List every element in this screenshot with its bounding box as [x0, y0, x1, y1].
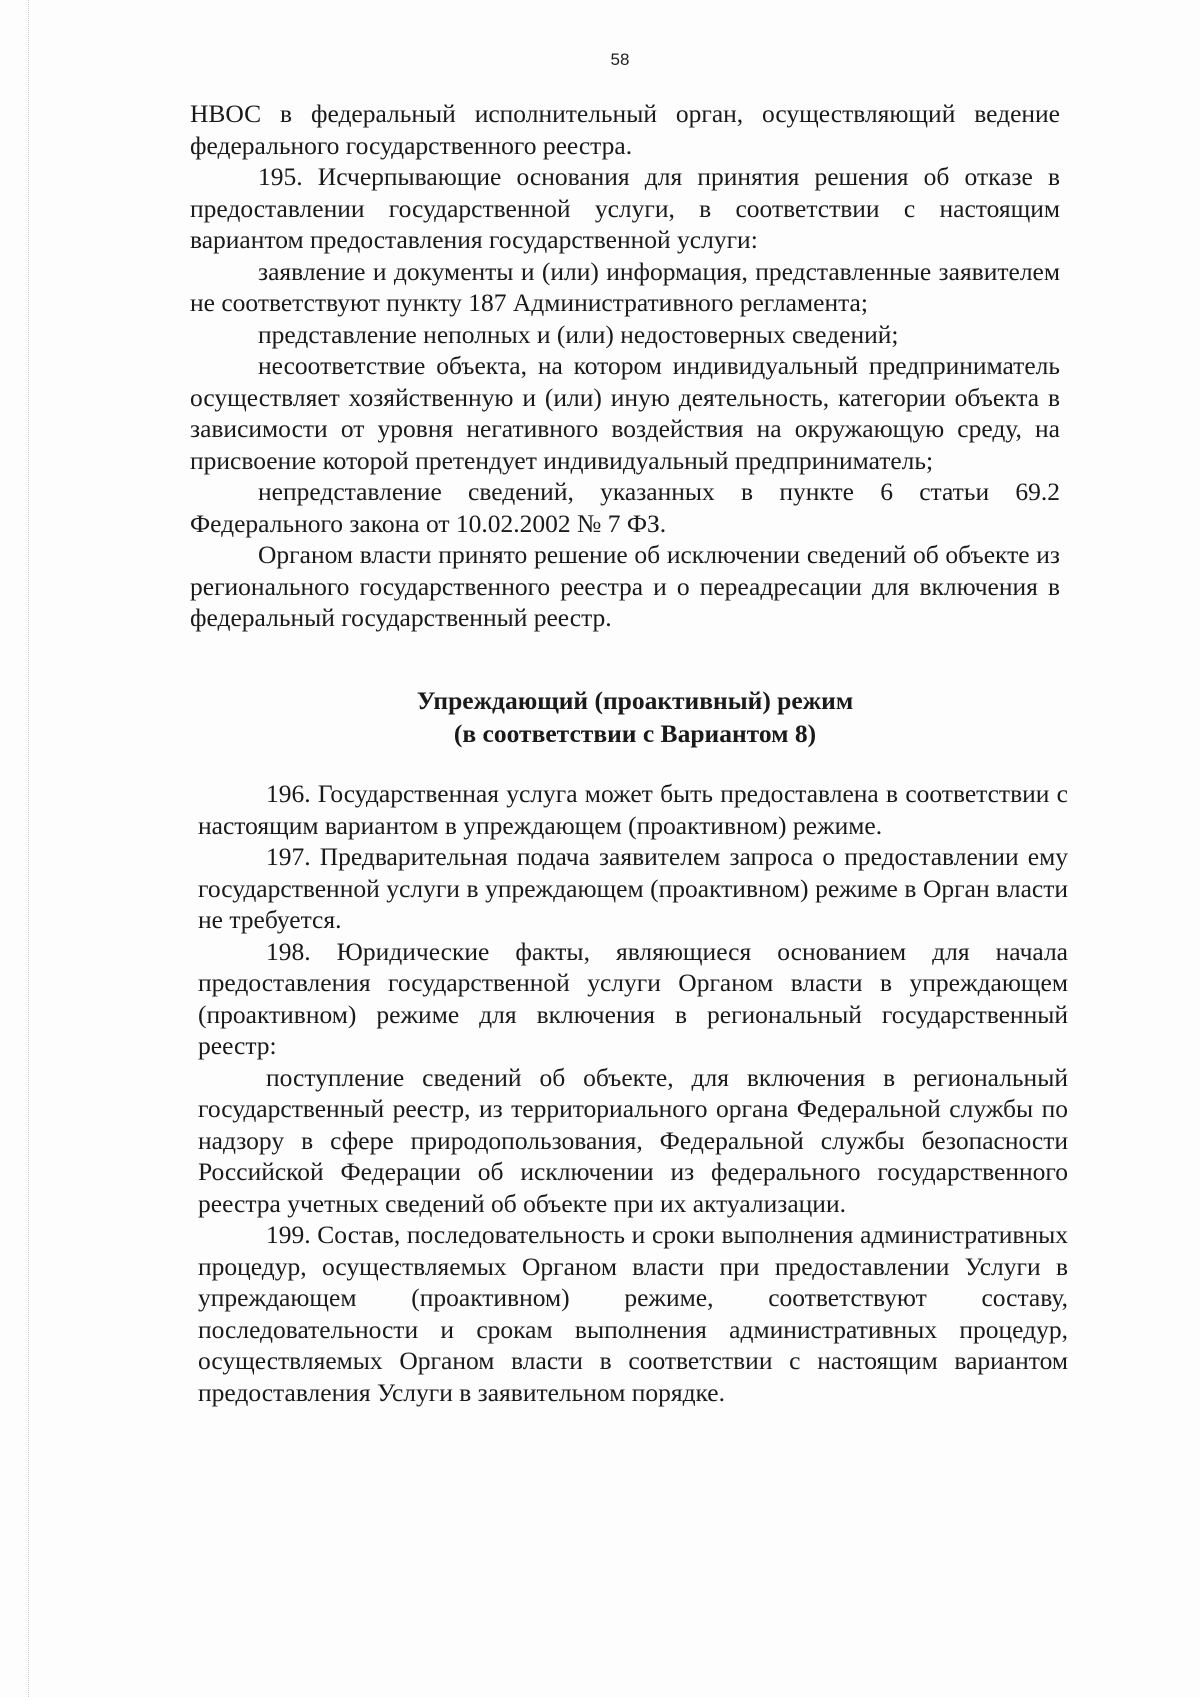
- paragraph: заявление и документы и (или) информация, представленные заявителем не соответствуют пункту 187 Административного регламента;: [190, 256, 1060, 317]
- heading-line-2: (в соответствии с Вариантом 8): [453, 719, 817, 748]
- paragraph-195: 195. Исчерпывающие основания для принятия решения об отказе в предоставлении государственной услуги, в соответствии с настоящим вариантом предоставления государственной услуги:: [190, 162, 1060, 254]
- page-number: 58: [610, 50, 630, 69]
- scan-edge-line: [28, 0, 30, 1697]
- paragraph: представление неполных и (или) недостоверных сведений;: [258, 319, 899, 349]
- paragraph-197: 197. Предварительная подача заявителем запроса о предоставлении ему государственной услуги в упреждающем (проактивном) режиме в Орган власти не требуется.: [198, 842, 1068, 934]
- paragraph: поступление сведений об объекте, для включения в региональный государственный реестр, из территориального органа Федеральной службы по надзору в сфере природопользования, Федеральной службы безопасности Российской Федерации об исключении из федерального государственного реестра учетных сведений об объекте при их актуализации.: [198, 1062, 1068, 1218]
- paragraph: НВОС в федеральный исполнительный орган, осуществляющий ведение федерального государственного реестра.: [190, 99, 1060, 160]
- paragraph: непредставление сведений, указанных в пункте 6 статьи 69.2 Федерального закона от 10.02.2002 № 7 ФЗ.: [190, 477, 1060, 538]
- text-block-bottom: [198, 778, 1068, 1408]
- paragraph-198: 198. Юридические факты, являющиеся основанием для начала предоставления государственной услуги Органом власти в упреждающем (проактивном) режиме для включения в региональный государственный реестр:: [198, 936, 1068, 1060]
- paragraph-199: 199. Состав, последовательность и сроки выполнения административных процедур, осуществляемых Органом власти при предоставлении Услуги в упреждающем (проактивном) режиме, соответствуют составу, последовательности и срокам выполнения административных процедур, осуществляемых Органом власти в соответствии с настоящим вариантом предоставления Услуги в заявительном порядке.: [198, 1220, 1068, 1407]
- paragraph: несоответствие объекта, на котором индивидуальный предприниматель осуществляет хозяйственную и (или) иную деятельность, категории объекта в зависимости от уровня негативного воздействия на окружающую среду, на присвоение которой претендует индивидуальный предприниматель;: [190, 351, 1060, 475]
- text-block-top: [190, 98, 1060, 634]
- paragraph-196: 196. Государственная услуга может быть предоставлена в соответствии с настоящим вариантом в упреждающем (проактивном) режиме.: [198, 779, 1068, 840]
- section-heading: [190, 684, 1080, 750]
- heading-line-1: Упреждающий (проактивный) режим: [416, 686, 854, 715]
- paragraph: Органом власти принято решение об исключении сведений об объекте из регионального государственного реестра и о переадресации для включения в федеральный государственный реестр.: [190, 540, 1060, 632]
